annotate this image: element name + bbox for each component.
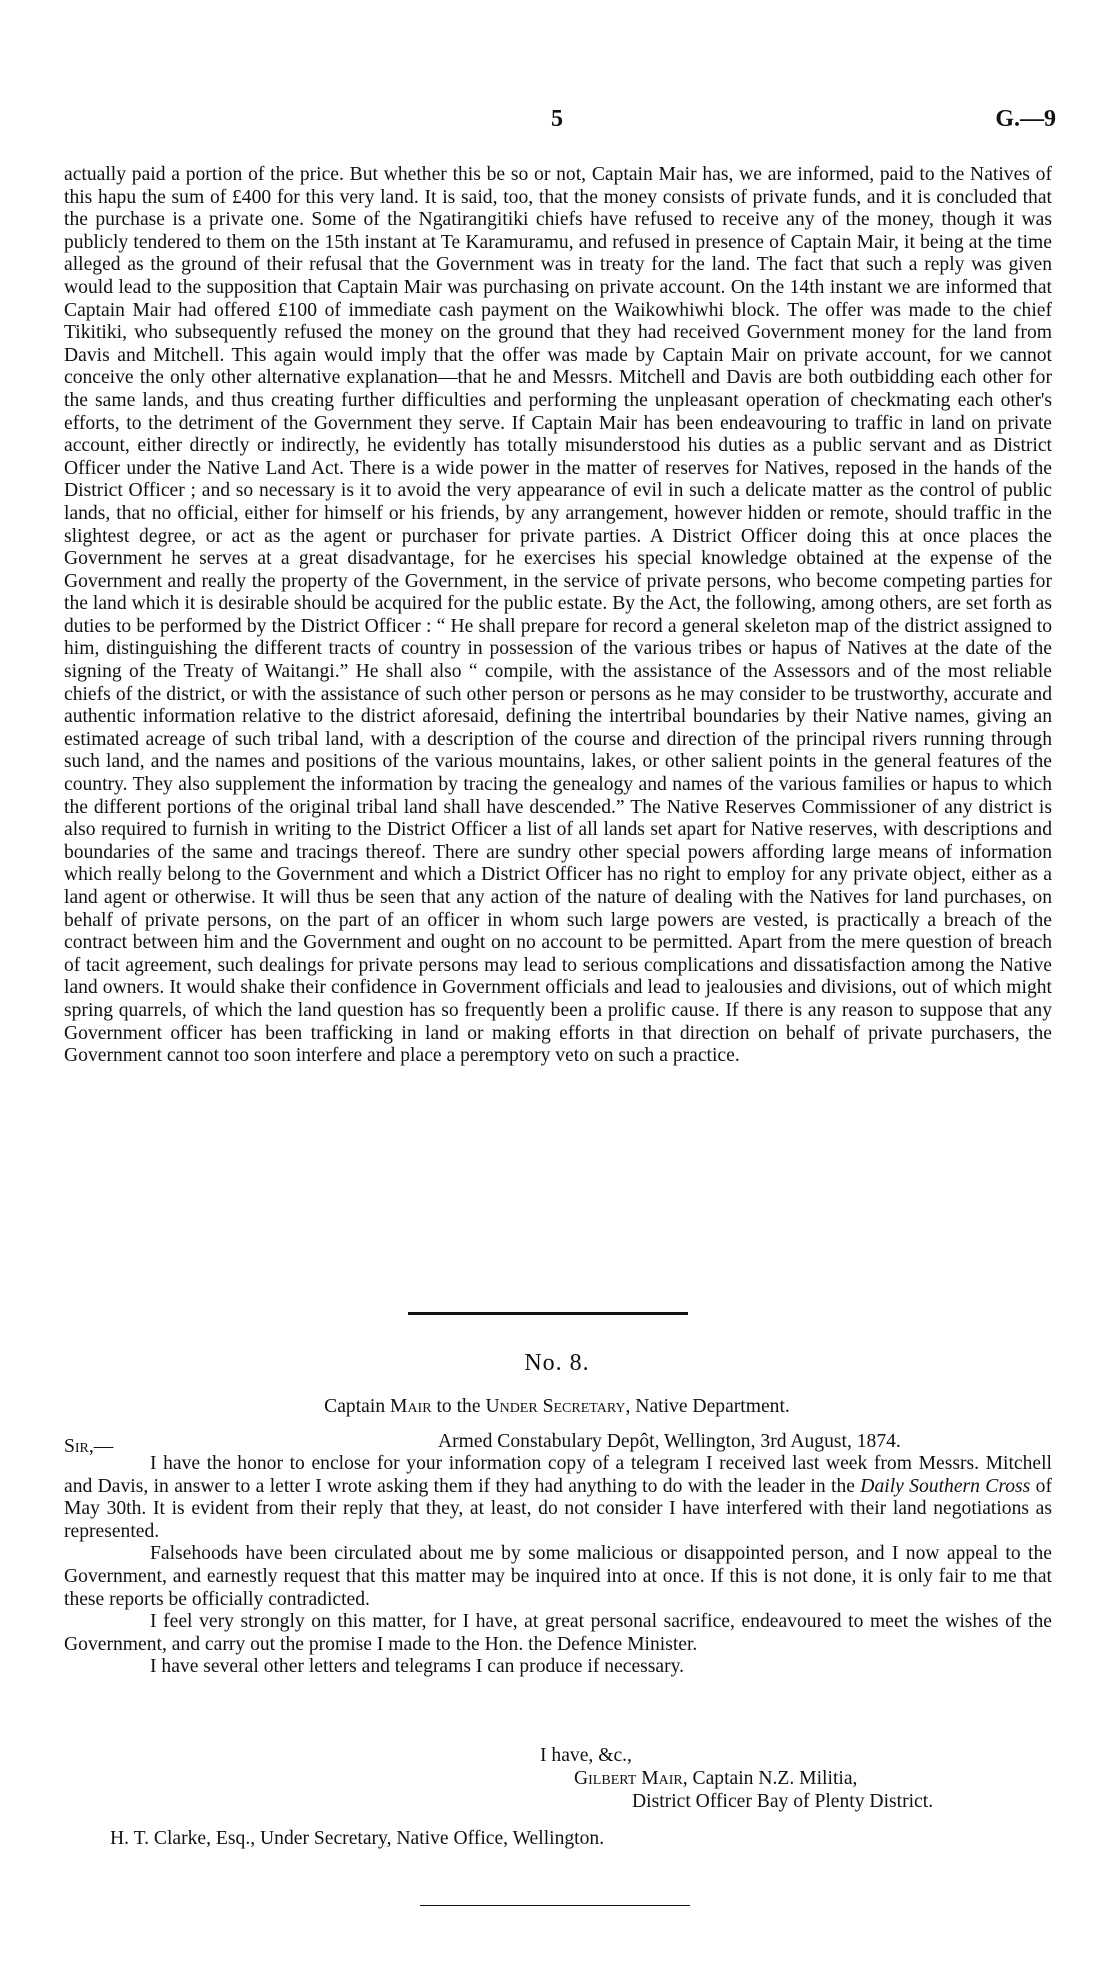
letter-title-suffix: , Native Department. (625, 1396, 790, 1417)
letter-paragraph-1 (64, 1453, 1052, 1543)
section-divider-thin (420, 1905, 690, 1906)
letter-number-heading: No. 8. (524, 1350, 590, 1376)
signature-title: District Officer Bay of Plenty District. (632, 1791, 934, 1812)
section-divider-thick (408, 1312, 688, 1315)
letter-addressee: H. T. Clarke, Esq., Under Secretary, Native Office, Wellington. (110, 1828, 605, 1849)
letter-paragraph-1-start: I have the honor to enclose for your information copy of a telegram I received last week from Messrs. Mitchell and Davis, in answer to a letter I wrote asking them if they had anything to do with the leader in the (64, 1453, 1052, 1497)
signature-rank: , Captain N.Z. Militia, (682, 1768, 858, 1789)
main-article-paragraph: actually paid a portion of the price. But whether this be so or not, Captain Mair has, we are informed, paid to the Natives of this hapu the sum of £400 for this very land. It is said, too, that the money consists of private funds, and it is concluded that the purchase is a private one. Some of the Ngatirangitiki chiefs have refused to receive any of the money, though it was publicly tendered to them on the 15th instant at Te Karamuramu, and refused in presence of Captain Mair, it being at the time alleged as the ground of their refusal that the Government was in treaty for the land. The fact that such a reply was given would lead to the supposition that Captain Mair was purchasing on private account. On the 14th instant we are informed that Captain Mair had offered £100 of immediate cash payment on the Waikowhiwhi block. The offer was made to the chief Tikitiki, who subsequently refused the money on the ground that they had received Government money for the land from Davis and Mitchell. This again would imply that the offer was made by Captain Mair on private account, for we cannot conceive the only other alternative explanation—that he and Messrs. Mitchell and Davis are both outbidding each other for the same lands, and thus creating further difficulties and performing the unpleasant operation of checkmating each other's efforts, to the detriment of the Government they serve. If Captain Mair has been endeavouring to traffic in land on private account, either directly or indirectly, he evidently has totally misunderstood his duties as a public servant and as District Officer under the Native Land Act. There is a wide power in the matter of reserves for Natives, reposed in the hands of the District Officer ; and so necessary is it to avoid the very appearance of evil in such a delicate matter as the control of public lands, that no official, either for himself or his friends, by any arrangement, however hidden or remote, should traffic in the slightest degree, or act as the agent or purchaser for private parties. A District Officer doing this at once places the Government he serves at a great disadvantage, for he exercises his special knowledge obtained at the expense of the Government and really the property of the Government, in the service of private persons, who become competing parties for the land which it is desirable should be acquired for the public estate. By the Act, the following, among others, are set forth as duties to be performed by the District Officer : “ He shall prepare for record a general skeleton map of the district assigned to him, distinguishing the different tracts of country in possession of the various tribes or hapus of Natives at the date of the signing of the Treaty of Waitangi.” He shall also “ compile, with the assistance of the Assessors and of the most reliable chiefs of the district, or with the assistance of such other person or persons as he may consider to be trustworthy, accurate and authentic information relative to the district aforesaid, defining the intertribal boundaries by their Native names, giving an estimated acreage of such tribal land, with a description of the course and direction of the principal rivers running through such land, and the names and positions of the various mountains, lakes, or other salient points in the general features of the country. They also supplement the information by tracing the genealogy and names of the various families or hapus to which the different portions of the original tribal land shall have descended.” The Native Reserves Commissioner of any district is also required to furnish in writing to the District Officer a list of all lands set apart for Native reserves, with descriptions and boundaries of the same and tracings thereof. There are sundry other special powers affording large means of information which really belong to the Government and which a District Officer has no right to employ for any private object, either as a land agent or otherwise. It will thus be seen that any action of the nature of dealing with the Natives for land purchases, on behalf of private persons, on the part of an officer in whom such large powers are vested, is practically a breach of the contract between him and the Government and ought on no account to be permitted. Apart from the mere question of breach of tacit agreement, such dealings for private persons may lead to serious complications and dissatisfaction among the Native land owners. It would shake their confidence in Government officials and lead to jealousies and divisions, out of which might spring quarrels, of which the land question has so frequently been a prolific cause. If there is any reason to suppose that any Government officer has been trafficking in land or making efforts in that direction on behalf of private purchasers, the Government cannot too soon interfere and place a peremptory veto on such a practice. (64, 164, 1052, 1067)
letter-signature (574, 1768, 857, 1790)
letter-salutation: Sir,— (64, 1436, 114, 1457)
letter-title-prefix: Captain (324, 1396, 391, 1417)
signature-name: Gilbert Mair (574, 1768, 683, 1789)
document-reference: G.—9 (995, 106, 1056, 132)
letter-paragraph-1-end: of May 30th. It is evident from their reply that they, at least, do not consider I have interfered with their land negotiations as represented. (64, 1475, 1052, 1542)
letter-dateline: Armed Constabulary Depôt, Wellington, 3rd August, 1874. (438, 1431, 901, 1452)
letter-title-connector: to the (431, 1396, 486, 1417)
letter-title-sender: Mair (390, 1396, 432, 1417)
letter-closing: I have, &c., (540, 1745, 632, 1766)
newspaper-title: Daily Southern Cross (860, 1475, 1031, 1497)
page-number: 5 (551, 106, 563, 132)
letter-title-recipient: Under Secretary (485, 1396, 626, 1417)
letter-paragraph-3: I feel very strongly on this matter, for I have, at great personal sacrifice, endeavoured to meet the wishes of the Government, and carry out the promise I made to the Hon. the Defence Minister. (64, 1611, 1052, 1655)
letter-title (0, 1396, 1114, 1418)
letter-paragraph-2: Falsehoods have been circulated about me by some malicious or disappointed person, and I now appeal to the Government, and earnestly request that this matter may be inquired into at once. If this is not done, it is only fair to me that these reports be officially contradicted. (64, 1543, 1052, 1610)
letter-paragraph-4: I have several other letters and telegrams I can produce if necessary. (150, 1656, 685, 1678)
letter-body (64, 1453, 1052, 1679)
